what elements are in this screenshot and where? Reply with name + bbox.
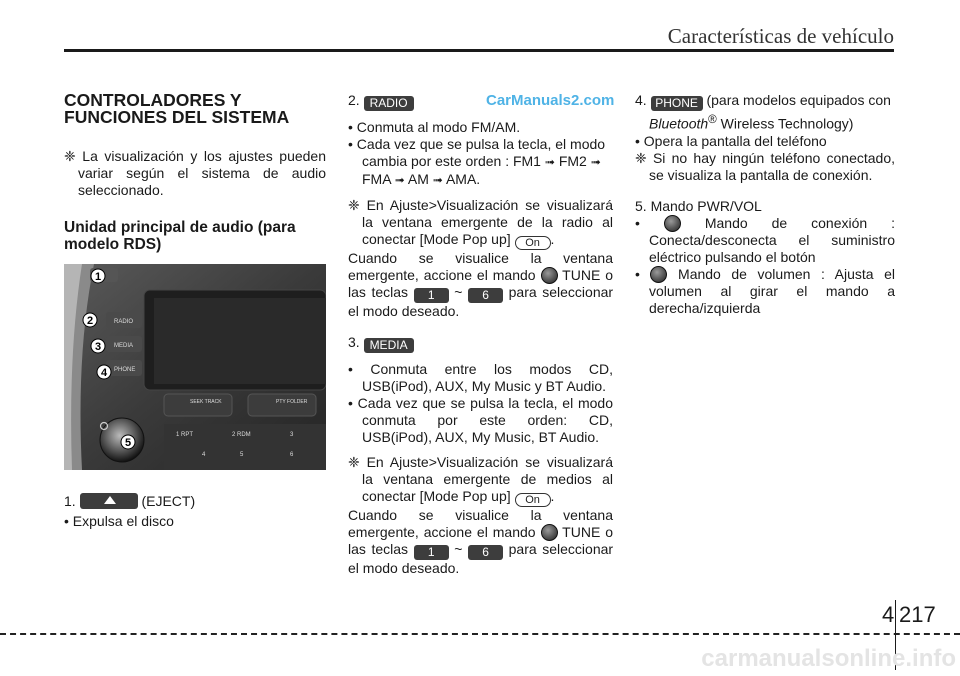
arrow-icon: ➟ [394,173,405,187]
item-3-note: ❈ En Ajuste>Visualización se visualizará la ventana emergente de medios al conectar [Mode Pop up] On . [348,454,613,506]
page-number: 217 [899,602,936,627]
note-mark-icon: ❈ [64,148,76,164]
photo-key-6: 6 [290,452,294,458]
item-1: 1. (EJECT) [64,493,196,509]
eject-icon [80,493,138,509]
item-4-title: 4. PHONE (para modelos equipados con Bluetooth® Wireless Technology) [635,92,891,132]
item-2-bullet-2: • Cada vez que se pulsa la tecla, el modo cambia por este orden : FM1 ➟ FM2 ➟ FMA ➟ AM ➟ AMA. [348,136,606,187]
media-key-icon: MEDIA [364,338,414,353]
svg-text:1: 1 [94,271,102,283]
callout-4 [97,365,111,379]
phone-key-icon: PHONE [651,96,703,111]
photo-key-2: 2 RDM [232,432,251,438]
note-mark-icon: ❈ [635,149,647,166]
tune-knob-icon [541,267,558,284]
note-display: ❈ La visualización y los ajustes pueden variar según el sistema de audio seleccionado. [64,148,326,198]
item-1-bullet: • Expulsa el disco [64,513,174,529]
header-title: Características de vehículo [667,24,894,48]
photo-radio-label: RADIO [114,319,134,325]
item-5-bullet-2: • Mando de volumen : Ajusta el volumen al girar el mando a derecha/izquierda [635,265,896,316]
onoff-toggle-icon: On [515,236,551,250]
section-title: CONTROLADORES Y FUNCIONES DEL SISTEMA [64,90,290,127]
photo-key-4: 4 [202,452,206,458]
column-1 [64,92,326,265]
radio-key-icon: RADIO [364,96,414,111]
callout-3 [91,339,105,353]
item-3-title: 3. MEDIA [348,334,613,353]
item-2-title: 2. RADIO [348,92,613,111]
callout-2 [83,313,97,327]
volume-knob-icon [650,266,667,283]
svg-text:4: 4 [100,367,108,379]
item-4-bullet-1: • Opera la pantalla del teléfono [635,132,827,149]
note-mark-icon: ❈ [348,197,360,213]
chapter-number: 4 [882,602,895,627]
photo-key-3: 3 [290,432,294,438]
item-2-paragraph: Cuando se visualice la ventana emergente, accione el mando TUNE o las teclas 1 ~ 6 para seleccionar el modo deseado. [348,250,614,319]
key-6-icon: 6 [468,545,503,560]
photo-key-1: 1 RPT [176,432,194,438]
svg-text:3: 3 [94,341,102,353]
column-1-bottom [64,493,326,530]
header-rule [64,49,894,52]
svg-text:5: 5 [124,437,132,449]
footer-rule [0,633,960,635]
subsection-title: Unidad principal de audio (para modelo RDS) [64,219,296,253]
key-6-icon: 6 [468,288,503,303]
watermark: CarManuals2.com [486,92,615,109]
audio-unit-photo [64,264,326,470]
column-2 [348,92,613,577]
photo-pty-label: PTY FOLDER [276,399,308,405]
power-knob-icon [664,215,681,232]
item-3-bullet-2: • Cada vez que se pulsa la tecla, el modo conmuta por este orden: CD, USB(iPod), AUX, My Music, BT Audio. [348,395,613,445]
item-3-paragraph: Cuando se visualice la ventana emergente, accione el mando TUNE o las teclas 1 ~ 6 para seleccionar el modo deseado. [348,507,614,576]
svg-text:2: 2 [86,315,94,327]
photo-phone-label: PHONE [114,367,136,373]
photo-media-label: MEDIA [114,343,134,349]
onoff-toggle-icon: On [515,493,551,507]
column-3 [635,92,895,317]
arrow-icon: ➟ [590,155,601,169]
item-4-note: ❈ Si no hay ningún teléfono conectado, se visualiza la pantalla de conexión. [635,149,895,183]
arrow-icon: ➟ [544,155,555,169]
tune-knob-icon [541,524,558,541]
key-1-icon: 1 [414,288,449,303]
callout-1 [91,269,105,283]
item-5-title: 5. Mando PWR/VOL [635,197,762,214]
item-2-bullet-1: • Conmuta al modo FM/AM. [348,119,521,135]
audio-unit-illustration [64,264,326,470]
note-mark-icon: ❈ [348,454,360,470]
photo-key-5: 5 [240,452,244,458]
item-3-bullet-1: • Conmuta entre los modos CD, USB(iPod), AUX, My Music y BT Audio. [348,361,613,394]
arrow-icon: ➟ [432,173,443,187]
callout-5 [121,435,135,449]
photo-seek-label: SEEK TRACK [190,399,222,405]
item-5-bullet-1: • Mando de conexión : Conecta/desconecta el suministro eléctrico pulsando el botón [635,214,896,265]
item-2-note: ❈ En Ajuste>Visualización se visualizará la ventana emergente de la radio al conectar [Mode Pop up] On . [348,197,613,249]
site-watermark: carmanualsonline.info [701,645,956,672]
key-1-icon: 1 [414,545,449,560]
